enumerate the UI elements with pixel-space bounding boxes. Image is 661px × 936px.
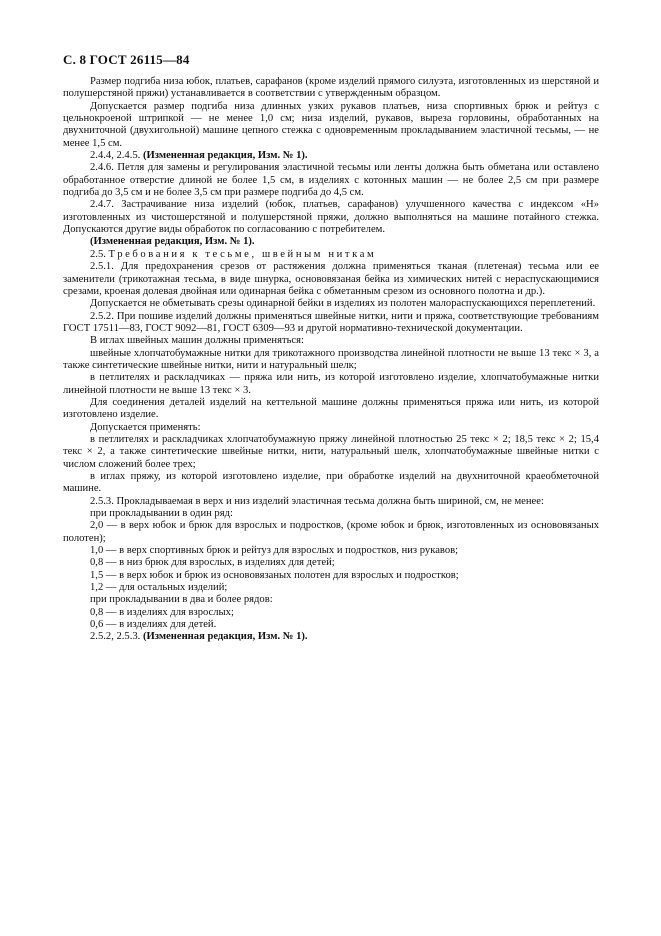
amendment-text: (Измененная редакция, Изм. № 1). [142,631,308,643]
amendment-ref: 2.4.4, 2.4.5. [90,150,141,162]
paragraph: в петлителях и раскладчиках хлопчатобумажную пряжу линейной плотностью 25 текс × 2; 18,5 текс × 2; 15,4 текс × 2, а также синтетические швейные нитки, нити, натуральный шелк, хлопчатобумажные швейные нитки с числом сложений более трех; [63,433,599,470]
paragraph: 0,8 — в изделиях для взрослых; [90,606,234,618]
paragraph: при прокладывании в два и более рядов: [90,594,273,606]
paragraph: 1,2 — для остальных изделий; [90,582,228,594]
paragraph: Допускается размер подгиба низа длинных узких рукавов платьев, низа спортивных брюк и рейтуз с цельнокроеной штрипкой — не менее 1,0 см; низа изделий, рукавов, выреза горловины, обработанных на двухниточной (двухигольной) машине цепного стежка с одновременным прокладыванием эластичной тесьмы, — не менее 1,5 см. [63,100,599,149]
amendment-ref: 2.5.2, 2.5.3. [90,631,141,643]
paragraph: Допускается не обметывать срезы одинарной бейки в изделиях из полотен малораспускающихся переплетений. [90,298,596,310]
paragraph: в петлителях и раскладчиках — пряжа или нить, из которой изготовлено изделие, хлопчатобумажные нитки линейной плотности не выше 13 текс × 3. [63,372,599,396]
amendment-note [63,236,599,248]
clause-2-4-7: 2.4.7. Застрачивание низа изделий (юбок, платьев, сарафанов) улучшенного качества с индексом «Н» изготовленных из чистошерстяной и полушерстяной пряжи, должно выполняться на машине потайного стежка. Допускаются другие виды обработок по согласованию с потребителем. [63,199,599,236]
clause-2-4-6: 2.4.6. Петля для замены и регулирования эластичной тесьмы или ленты должна быть обметана или оставлено обработанное отверстие длиной не более 1,5 см, в изделиях с котонных машин — не более 2,5 см при размере подгиба до 3,5 см и не более 3,5 см при размере подгиба до 4,5 см. [63,162,599,199]
page-header: С. 8 ГОСТ 26115—84 [63,52,190,67]
paragraph: Допускается применять: [90,421,201,433]
paragraph: 1,5 — в верх юбок и брюк из основовязаных полотен для взрослых и подростков; [90,569,459,581]
amendment-note [63,631,599,643]
paragraph: 2.5.3. Прокладываемая в верх и низ изделий эластичная тесьма должна быть шириной, см, не менее: [90,495,544,507]
document-body [63,76,599,644]
paragraph: 0,8 — в низ брюк для взрослых, в изделиях для детей; [90,557,335,569]
amendment-text: (Измененная редакция, Изм. № 1). [142,150,308,162]
paragraph: в иглах пряжу, из которой изготовлено изделие, при обработке изделий на двухниточной краеобметочной машине. [63,471,599,495]
paragraph: швейные хлопчатобумажные нитки для трикотажного производства линейной плотности не выше 13 текс × 3, а также синтетические швейные нитки, нити и натуральный шелк; [63,347,599,371]
paragraph: 2.5.2. При пошиве изделий должны применяться швейные нитки, нити и пряжа, соответствующие требованиям ГОСТ 17511—83, ГОСТ 9092—81, ГОСТ 6309—93 и другой нормативно-технической документации. [63,310,599,334]
paragraph: 2,0 — в верх юбок и брюк для взрослых и подростков, (кроме юбок и брюк, изготовленных из основовязаных полотен); [63,520,599,544]
paragraph: при прокладывании в один ряд: [90,508,233,520]
paragraph: 0,6 — в изделиях для детей. [90,619,217,631]
paragraph: Размер подгиба низа юбок, платьев, сарафанов (кроме изделий прямого силуэта, изготовленных из шерстяной и полушерстяной пряжи) устанавливается в соответствии с утвержденным образцом. [63,76,599,100]
section-number: 2.5. [90,248,106,260]
paragraph: В иглах швейных машин должны применяться: [90,335,304,347]
amendment-text: (Измененная редакция, Изм. № 1). [90,236,255,248]
paragraph: 1,0 — в верх спортивных брюк и рейтуз для взрослых и подростков, низ рукавов; [90,545,459,557]
amendment-note [63,150,599,162]
section-title: Требования к тесьме, швейным ниткам [108,248,377,260]
paragraph: Для соединения деталей изделий на кеттельной машине должны применяться пряжа или нить, из которой изготовлено изделие. [63,396,599,421]
section-heading [63,249,599,261]
paragraph: 2.5.1. Для предохранения срезов от растяжения должна применяться тканая (плетеная) тесьма или ее заменители (трикотажная тесьма, в виде шнурка, основовязаная бейка из химических нитей с нераспускающимися срезами, кроеная долевая двойная или одинарная бейка с обметанным срезом из основного полотна и др.). [63,261,599,297]
